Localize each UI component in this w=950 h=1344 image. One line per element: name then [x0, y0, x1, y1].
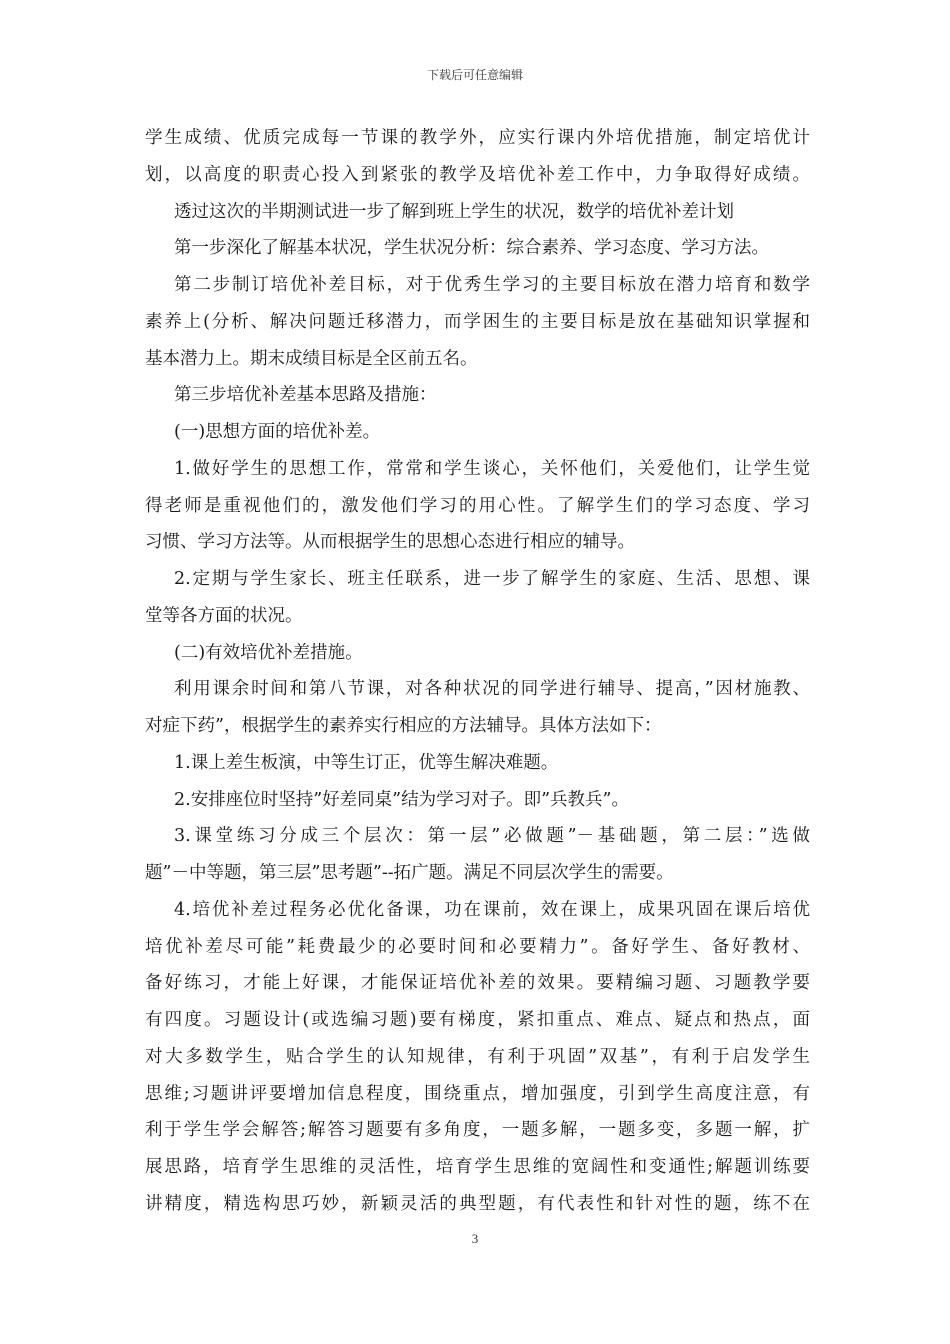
- text-line-9: (一)思想方面的培优补差。: [174, 422, 381, 442]
- text-line-16: 利用课余时间和第八节课，对各种状况的同学进行辅导、提高，”因材施教、: [174, 679, 810, 700]
- text-line-7: 基本潜力上。期末成绩目标是全区前五名。: [145, 348, 478, 369]
- text-line-21: 题”－中等题，第三层”思考题”--拓广题。满足不同层次学生的需要。: [145, 863, 674, 883]
- text-line-22: 4.培优补差过程务必优化备课，功在课前，效在课上，成果巩固在课后培优: [174, 899, 810, 920]
- text-line-26: 对大多数学生，贴合学生的认知规律，有利于巩固”双基”，有利于启发学生: [145, 1046, 810, 1067]
- page-header: 下载后可任意编辑: [426, 68, 523, 82]
- text-line-28: 利于学生学会解答;解答习题要有多角度，一题多解，一题多变，多题一解，扩: [145, 1120, 810, 1141]
- text-line-19: 2.安排座位时坚持”好差同桌”结为学习对子。即”兵教兵”。: [174, 789, 629, 810]
- text-line-30: 讲精度，精选构思巧妙，新颖灵活的典型题，有代表性和针对性的题，练不在: [145, 1193, 810, 1214]
- document-body: [145, 120, 810, 1223]
- text-line-4: 第一步深化了解基本状况，学生状况分析：综合素养、学习态度、学习方法。: [174, 238, 769, 259]
- text-line-10: 1.做好学生的思想工作，常常和学生谈心，关怀他们，关爱他们，让学生觉: [174, 458, 810, 479]
- text-line-15: (二)有效培优补差措施。: [174, 642, 363, 663]
- text-line-23: 培优补差尽可能”耗费最少的必要时间和必要精力”。备好学生、备好教材、: [145, 936, 810, 957]
- text-line-11: 得老师是重视他们的，激发他们学习的用心性。了解学生们的学习态度、学习: [145, 495, 810, 516]
- text-line-5: 第二步制订培优补差目标，对于优秀生学习的主要目标放在潜力培育和数学: [174, 275, 810, 295]
- text-line-17: 对症下药”，根据学生的素养实行相应的方法辅导。具体方法如下：: [145, 716, 662, 736]
- text-line-24: 备好练习，才能上好课，才能保证培优补差的效果。要精编习题、习题教学要: [145, 973, 810, 994]
- text-line-27: 思维;习题讲评要增加信息程度，围绕重点，增加强度，引到学生高度注意，有: [145, 1083, 810, 1104]
- text-line-13: 2.定期与学生家长、班主任联系，进一步了解学生的家庭、生活、思想、课: [174, 569, 810, 589]
- text-line-14: 堂等各方面的状况。: [145, 605, 303, 626]
- text-line-2: 划，以高度的职责心投入到紧张的教学及培优补差工作中，力争取得好成绩。: [145, 164, 810, 185]
- text-line-12: 习惯、学习方法等。从而根据学生的思想心态进行相应的辅导。: [145, 532, 635, 553]
- text-line-18: 1.课上差生板演，中等生订正，优等生解决难题。: [174, 752, 559, 773]
- text-line-1: 学生成绩、优质完成每一节课的教学外，应实行课内外培优措施，制定培优计: [145, 128, 810, 148]
- text-line-3: 透过这次的半期测试进一步了解到班上学生的状况，数学的培优补差计划: [174, 201, 734, 222]
- text-line-20: 3.课堂练习分成三个层次：第一层”必做题”－基础题，第二层：”选做: [174, 826, 810, 847]
- text-line-25: 有四度。习题设计(或选编习题)要有梯度，紧扣重点、难点、疑点和热点，面: [145, 1010, 810, 1030]
- text-line-29: 展思路，培育学生思维的灵活性，培育学生思维的宽阔性和变通性;解题训练要: [145, 1157, 810, 1177]
- text-line-8: 第三步培优补差基本思路及措施：: [174, 385, 437, 406]
- text-line-6: 素养上(分析、解决问题迁移潜力，而学困生的主要目标是放在基础知识掌握和: [145, 311, 810, 332]
- page-number: 3: [471, 1231, 479, 1246]
